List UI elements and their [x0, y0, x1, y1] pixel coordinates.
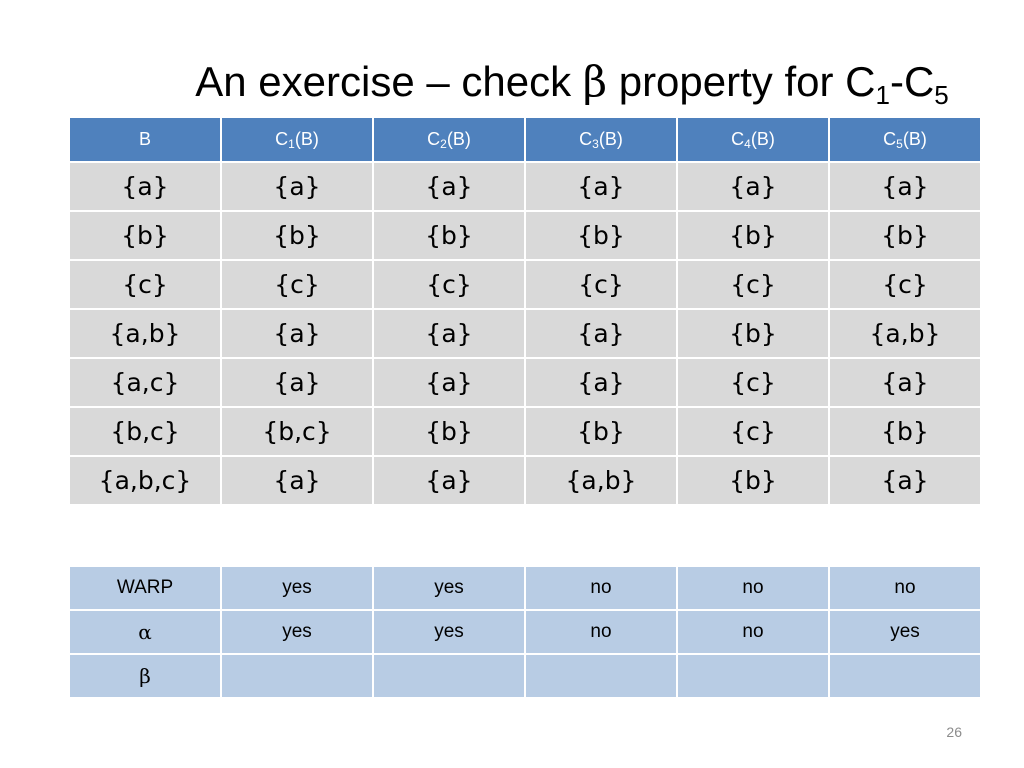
- table-cell: {a}: [69, 162, 221, 211]
- table-cell: {c}: [677, 407, 829, 456]
- property-table-body: [69, 566, 981, 698]
- table-cell: {c}: [69, 260, 221, 309]
- table-cell: {a}: [829, 456, 981, 505]
- title-sub-1: 1: [875, 80, 890, 110]
- table-cell: yes: [829, 610, 981, 654]
- table-cell: {b}: [829, 407, 981, 456]
- table-cell: {c}: [525, 260, 677, 309]
- table-cell: {b}: [677, 309, 829, 358]
- header-c5: $C_5(B)$: [829, 117, 981, 162]
- table-body: [69, 162, 981, 505]
- table-cell: {c}: [677, 260, 829, 309]
- table-cell: {a}: [829, 358, 981, 407]
- title-prefix: An exercise – check: [195, 58, 583, 105]
- table-cell: no: [525, 610, 677, 654]
- table-cell: {a}: [373, 162, 525, 211]
- table-cell: [829, 654, 981, 698]
- table-cell: {a}: [525, 309, 677, 358]
- table-cell: {a}: [373, 358, 525, 407]
- header-row: [69, 117, 981, 162]
- table-row: [69, 407, 981, 456]
- table-cell: {c}: [677, 358, 829, 407]
- table-cell: {b}: [829, 211, 981, 260]
- table-cell: {c}: [829, 260, 981, 309]
- table-cell: {b,c}: [69, 407, 221, 456]
- choice-function-table: [68, 116, 982, 506]
- page-number: 26: [946, 724, 962, 740]
- table-cell: {a,b}: [69, 309, 221, 358]
- table-cell: {a}: [677, 162, 829, 211]
- header-c3: $C_3(B)$: [525, 117, 677, 162]
- table-cell: no: [525, 566, 677, 610]
- table-cell: [677, 654, 829, 698]
- header-c4: $C_4(B)$: [677, 117, 829, 162]
- table-cell: {b}: [525, 407, 677, 456]
- table-cell: yes: [373, 566, 525, 610]
- table-cell: yes: [221, 566, 373, 610]
- table-row: [69, 309, 981, 358]
- table-cell: {a}: [221, 456, 373, 505]
- table-row: [69, 610, 981, 654]
- table-cell: {a,b}: [525, 456, 677, 505]
- title-beta-symbol: β: [582, 57, 608, 106]
- table-cell: {a,b,c}: [69, 456, 221, 505]
- table-cell: {b}: [69, 211, 221, 260]
- table-cell: {b}: [525, 211, 677, 260]
- table-cell: WARP: [69, 566, 221, 610]
- table-cell: [221, 654, 373, 698]
- table-cell: {b}: [373, 211, 525, 260]
- table-cell: {a}: [525, 162, 677, 211]
- table-cell: [525, 654, 677, 698]
- table-cell: [373, 654, 525, 698]
- table-cell: {b,c}: [221, 407, 373, 456]
- table-cell: yes: [373, 610, 525, 654]
- table-cell: β: [69, 654, 221, 698]
- table-cell: yes: [221, 610, 373, 654]
- table-cell: {a}: [221, 358, 373, 407]
- header-b: B: [69, 117, 221, 162]
- table-cell: no: [677, 610, 829, 654]
- table-row: [69, 162, 981, 211]
- title-sub-5: 5: [934, 80, 949, 110]
- table-cell: {b}: [677, 456, 829, 505]
- table-cell: {c}: [221, 260, 373, 309]
- table-cell: {c}: [373, 260, 525, 309]
- table-cell: {a}: [221, 162, 373, 211]
- table-row: [69, 211, 981, 260]
- table-cell: {a}: [373, 456, 525, 505]
- table-cell: {a}: [829, 162, 981, 211]
- table-row: [69, 260, 981, 309]
- slide-title: [0, 54, 1024, 110]
- table-cell: {a}: [221, 309, 373, 358]
- table-cell: {b}: [373, 407, 525, 456]
- table-cell: α: [69, 610, 221, 654]
- table-cell: {a}: [525, 358, 677, 407]
- table-row: [69, 358, 981, 407]
- header-c1: $C_1(B)$: [221, 117, 373, 162]
- title-middle: property for C: [607, 58, 876, 105]
- table-row: [69, 566, 981, 610]
- property-table: [68, 565, 982, 699]
- table-cell: no: [829, 566, 981, 610]
- table-row: [69, 654, 981, 698]
- table-cell: {b}: [677, 211, 829, 260]
- table-cell: {a,b}: [829, 309, 981, 358]
- title-dash: -C: [889, 58, 935, 105]
- table-row: [69, 456, 981, 505]
- table-cell: {a,c}: [69, 358, 221, 407]
- table-cell: {b}: [221, 211, 373, 260]
- table-cell: no: [677, 566, 829, 610]
- table-cell: {a}: [373, 309, 525, 358]
- header-c2: $C_2(B)$: [373, 117, 525, 162]
